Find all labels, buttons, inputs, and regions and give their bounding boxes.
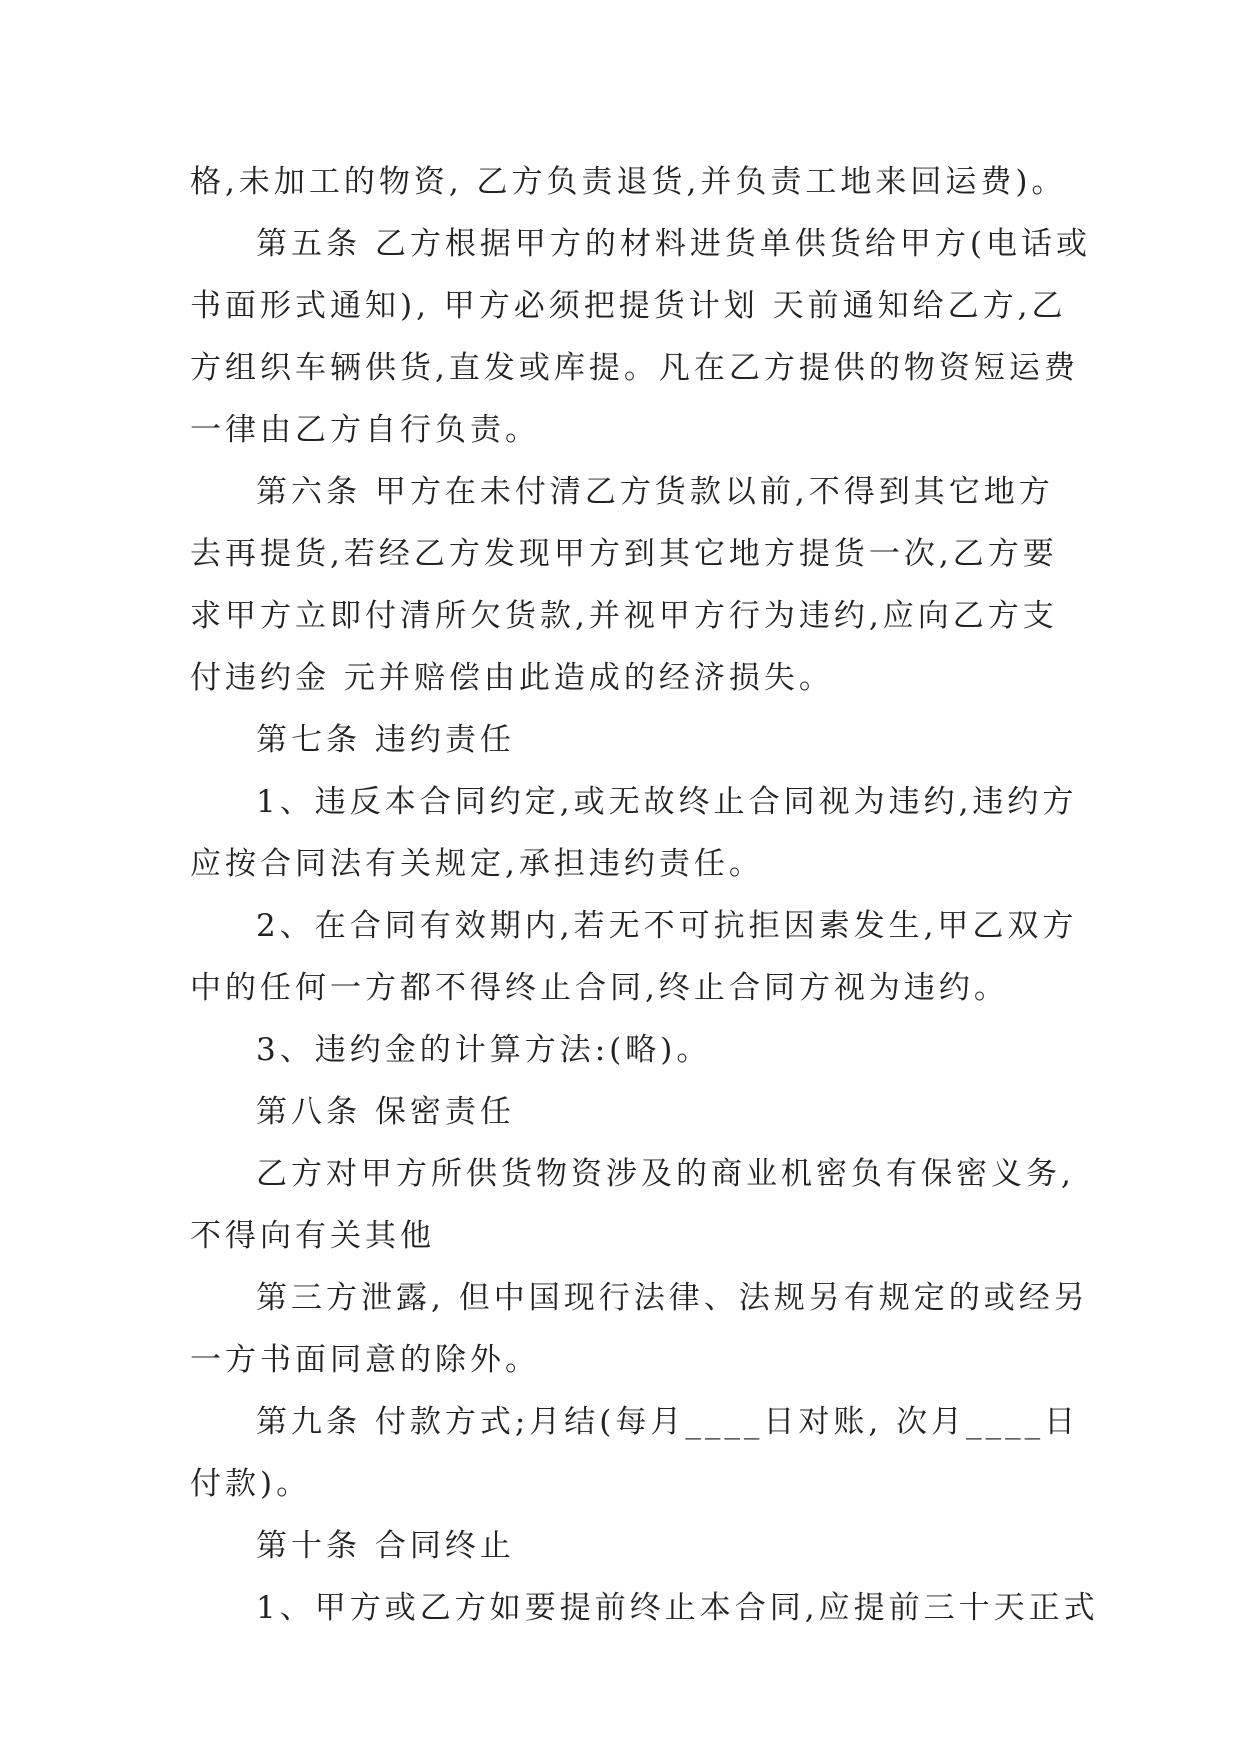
contract-text-line: 书面形式通知), 甲方必须把提货计划 天前通知给乙方,乙 — [190, 288, 1067, 324]
contract-text-line: 第九条 付款方式;月结(每月____日对账, 次月____日 — [256, 1404, 1080, 1440]
contract-text-line: 不得向有关其他 — [190, 1218, 435, 1254]
contract-text-line: 一方书面同意的除外。 — [190, 1342, 540, 1378]
contract-text-line: 1、甲方或乙方如要提前终止本合同,应提前三十天正式 — [256, 1590, 1099, 1626]
contract-text-line: 应按合同法有关规定,承担违约责任。 — [190, 846, 764, 882]
contract-text-line: 方组织车辆供货,直发或库提。凡在乙方提供的物资短运费 — [190, 350, 1079, 386]
contract-text-line: 中的任何一方都不得终止合同,终止合同方视为违约。 — [190, 970, 1009, 1006]
contract-text-line: 一律由乙方自行负责。 — [190, 412, 540, 448]
contract-text-line: 付违约金 元并赔偿由此造成的经济损失。 — [190, 660, 834, 696]
contract-body — [190, 151, 1099, 1639]
contract-text-line: 1、违反本合同约定,或无故终止合同视为违约,违约方 — [256, 784, 1078, 820]
contract-text-line: 2、在合同有效期内,若无不可抗拒因素发生,甲乙双方 — [256, 908, 1078, 944]
contract-text-line: 求甲方立即付清所欠货款,并视甲方行为违约,应向乙方支 — [190, 598, 1058, 634]
contract-text-line: 第七条 违约责任 — [256, 722, 515, 758]
contract-text-line: 格,未加工的物资, 乙方负责退货,并负责工地来回运费)。 — [190, 164, 1067, 200]
contract-text-line: 乙方对甲方所供货物资涉及的商业机密负有保密义务, — [256, 1156, 1075, 1192]
contract-text-line: 3、违约金的计算方法:(略)。 — [256, 1032, 712, 1068]
contract-text-line: 第八条 保密责任 — [256, 1094, 515, 1130]
contract-text-line: 去再提货,若经乙方发现甲方到其它地方提货一次,乙方要 — [190, 536, 1058, 572]
contract-text-line: 第十条 合同终止 — [256, 1528, 515, 1564]
contract-text-line: 第六条 甲方在未付清乙方货款以前,不得到其它地方 — [256, 474, 1054, 510]
contract-text-line: 第五条 乙方根据甲方的材料进货单供货给甲方(电话或 — [256, 226, 1091, 262]
contract-text-line: 第三方泄露, 但中国现行法律、法规另有规定的或经另 — [256, 1280, 1089, 1316]
contract-text-line: 付款)。 — [190, 1466, 312, 1502]
